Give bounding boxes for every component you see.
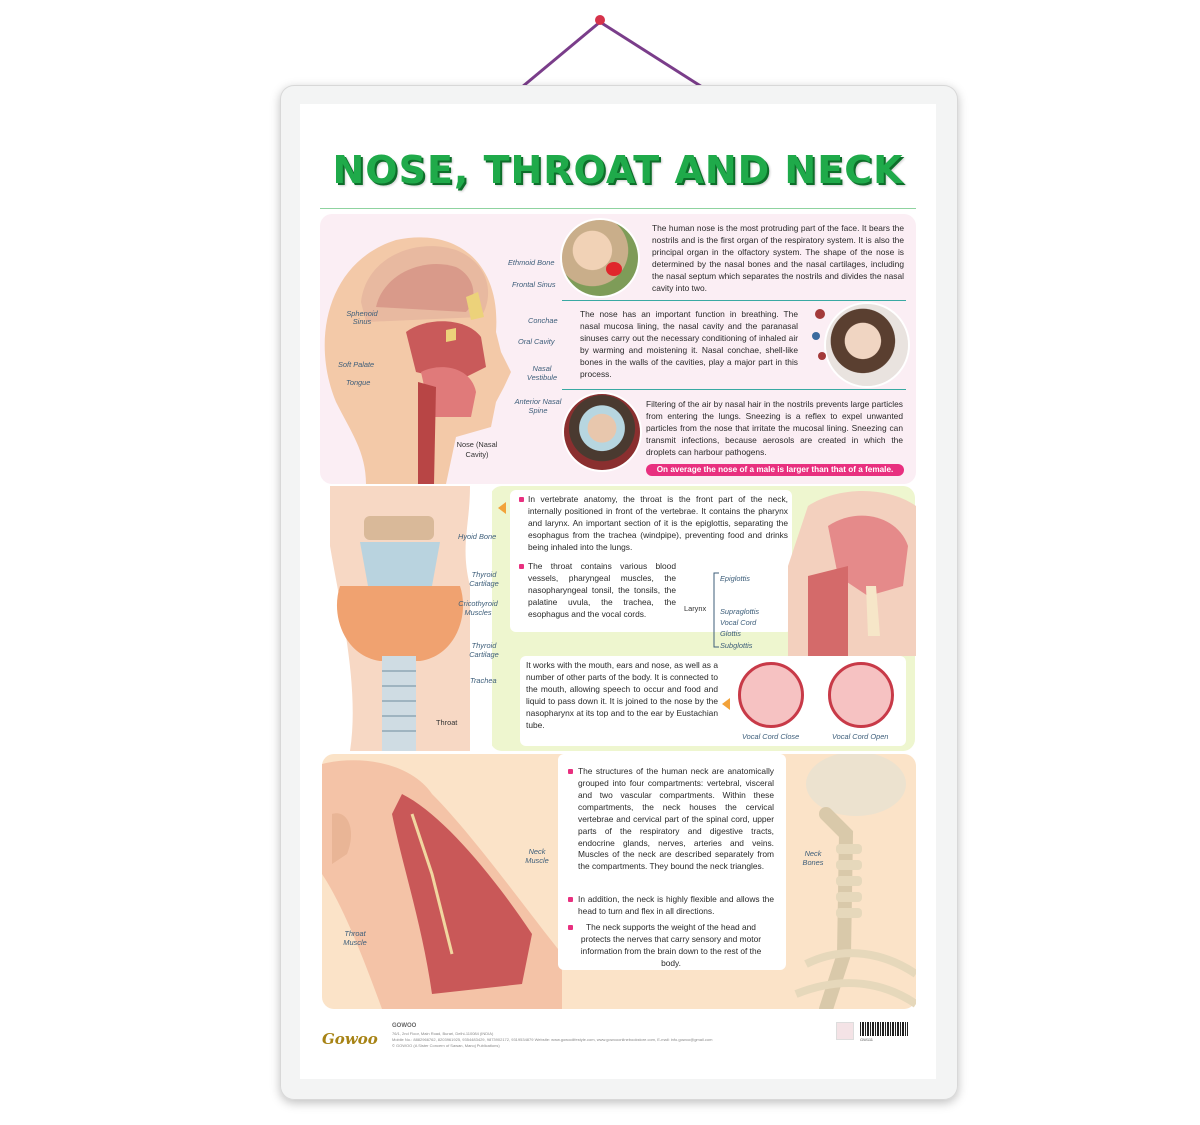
neck-paragraph-2: In addition, the neck is highly flexible and allows the head to turn and flex in all directions. (578, 894, 774, 916)
label-anterior-nasal-spine: Anterior Nasal Spine (514, 397, 562, 415)
publisher-footer (320, 1020, 916, 1060)
nose-paragraph-3: Filtering of the air by nasal hair in the nostrils prevents large particles from entering the lungs. Sneezing is a reflex to expel unwanted particles from the nose that irritate the mucosal lining. Sneezing can transmit infections, because aerosols are created in which the droplets can harbour pathogens. (646, 399, 903, 457)
virus-icon (808, 304, 832, 364)
label-subglottis: Subglottis (720, 641, 753, 650)
label-tongue: Tongue (346, 378, 371, 387)
label-oral-cavity: Oral Cavity (518, 337, 555, 346)
vocal-cord-close-illustration (738, 662, 804, 728)
label-nasal-vestibule: Nasal Vestibule (526, 364, 558, 382)
nose-paragraph-1: The human nose is the most protruding part of the face. It bears the nostrils and is the first organ of the respiratory system. It is also the principal organ in the olfactory system. The shape of the nose is determined by the nasal bones and the nasal cartilages, including the nasal septum which separates the nostrils and divides the nasal cavity into two. (652, 223, 904, 293)
label-neck-muscle: Neck Muscle (525, 847, 549, 865)
cervical-spine-skeleton-illustration (786, 754, 916, 1009)
label-trachea: Trachea (470, 676, 497, 685)
label-cricothyroid-muscles: Cricothyroid Muscles (458, 599, 498, 617)
neck-paragraph-3: The neck supports the weight of the head and protects the nerves that carry sensory and motor information from the brain down to the rest of the body. (580, 922, 762, 968)
label-conchae: Conchae (528, 316, 558, 325)
throat-paragraph-3: It works with the mouth, ears and nose, as well as a number of other parts of the body. It is connected to the mouth, allowing speech to occur and food and liquid to pass down it. It is joined to the nose by the nasopharynx at its top and to the ear by Eustachian tube. (526, 660, 718, 730)
label-epiglottis: Epiglottis (720, 574, 750, 583)
label-vocal-cord-close: Vocal Cord Close (742, 732, 800, 741)
nose-fact-banner: On average the nose of a male is larger than that of a female. (646, 464, 904, 476)
certification-stamp (836, 1022, 854, 1040)
vocal-cord-open-illustration (828, 662, 894, 728)
label-throat-muscle: Throat Muscle (343, 929, 367, 947)
nose-divider-1 (562, 300, 906, 301)
throat-caption: Throat (436, 718, 458, 727)
label-larynx: Larynx (684, 604, 707, 613)
girl-smelling-flower-photo (562, 220, 638, 296)
label-soft-palate: Soft Palate (338, 360, 375, 369)
nose-caption: Nose (Nasal Cavity) (456, 440, 498, 459)
gowoo-logo: Gowoo (322, 1030, 378, 1048)
chart-sheet (300, 104, 936, 1079)
neck-muscles-illustration (322, 754, 562, 1009)
bullet-marker (568, 769, 573, 774)
bullet-marker (519, 497, 524, 502)
bullet-marker (519, 564, 524, 569)
throat-pointer-arrow-2 (722, 698, 730, 710)
throat-pointer-arrow-1 (498, 502, 506, 514)
throat-paragraph-1: In vertebrate anatomy, the throat is the front part of the neck, internally positioned in front of the vertebrae. It contains the pharynx and larynx. An important section of it is the epiglottis, separating the esophagus from the trachea (windpipe), preventing food and drinks being inhaled into the lungs. (528, 494, 788, 552)
larynx-cross-section-illustration (788, 486, 916, 656)
page-title: NOSE, THROAT AND NECK (332, 148, 904, 192)
label-frontal-sinus: Frontal Sinus (512, 280, 556, 289)
larynx-bracket (712, 572, 720, 648)
woman-sneezing-photo (826, 304, 908, 386)
label-sphenoid-sinus: Sphenoid Sinus (346, 309, 378, 327)
label-thyroid-cartilage-2: Thyroid Cartilage (469, 641, 499, 659)
throat-larynx-illustration (320, 486, 492, 751)
product-code: GW111 (860, 1037, 873, 1042)
label-hyoid-bone: Hyoid Bone (458, 532, 497, 541)
publisher-copyright: © GOWOO (A Sister Concern of Sawan, Manoj Publications) (392, 1043, 500, 1048)
publisher-address: 76/1, 2nd Floor, Main Road, Burari, Delhi-110084 (INDIA) (392, 1031, 494, 1036)
label-glottis: Glottis (720, 629, 741, 638)
publisher-contacts: Mobile No.: 8882966762, 8203961925, 9354483429, 9873902172, 9319534879 Website: www.gowoolifestyle.com, www.gowooonlinebookstore.com, E-mail: info.gowoo@gmail.com (392, 1037, 713, 1042)
label-vocal-cord-open: Vocal Cord Open (832, 732, 889, 741)
man-with-mask-photo (564, 394, 640, 470)
throat-paragraph-2: The throat contains various blood vessels, pharyngeal muscles, the nasopharyngeal tonsil, the tonsils, the palatine uvula, the trachea, the esophagus and the vocal cords. (528, 561, 676, 619)
neck-paragraph-1: The structures of the human neck are anatomically grouped into four compartments: vertebral, visceral and two vascular compartments. Within these compartments, the neck houses the cervical vertebrae and cervical part of the spinal cord, upper parts of the respiratory and digestive tracts, endocrine glands, nerves, arteries and veins. Muscles of the neck are described separately from the compartments. They bound the neck triangles. (578, 766, 774, 872)
label-supraglottis: Supraglottis (720, 607, 760, 616)
nose-paragraph-2: The nose has an important function in breathing. The nasal mucosa lining, the nasal cavity and the paranasal sinuses carry out the necessary conditioning of inhaled air by warming and moistening it. Nasal conchae, shell-like bones in the walls of the cavities, play a major part in this process. (580, 309, 798, 379)
title-divider (320, 208, 916, 209)
label-vocal-cord: Vocal Cord (720, 618, 757, 627)
label-thyroid-cartilage: Thyroid Cartilage (469, 570, 499, 588)
label-neck-bones: Neck Bones (802, 849, 824, 867)
bullet-marker (568, 897, 573, 902)
barcode (860, 1022, 908, 1036)
publisher-name: GOWOO (392, 1023, 417, 1029)
label-ethmoid-bone: Ethmoid Bone (508, 258, 555, 267)
bullet-marker (568, 925, 573, 930)
nose-divider-2 (562, 389, 906, 390)
